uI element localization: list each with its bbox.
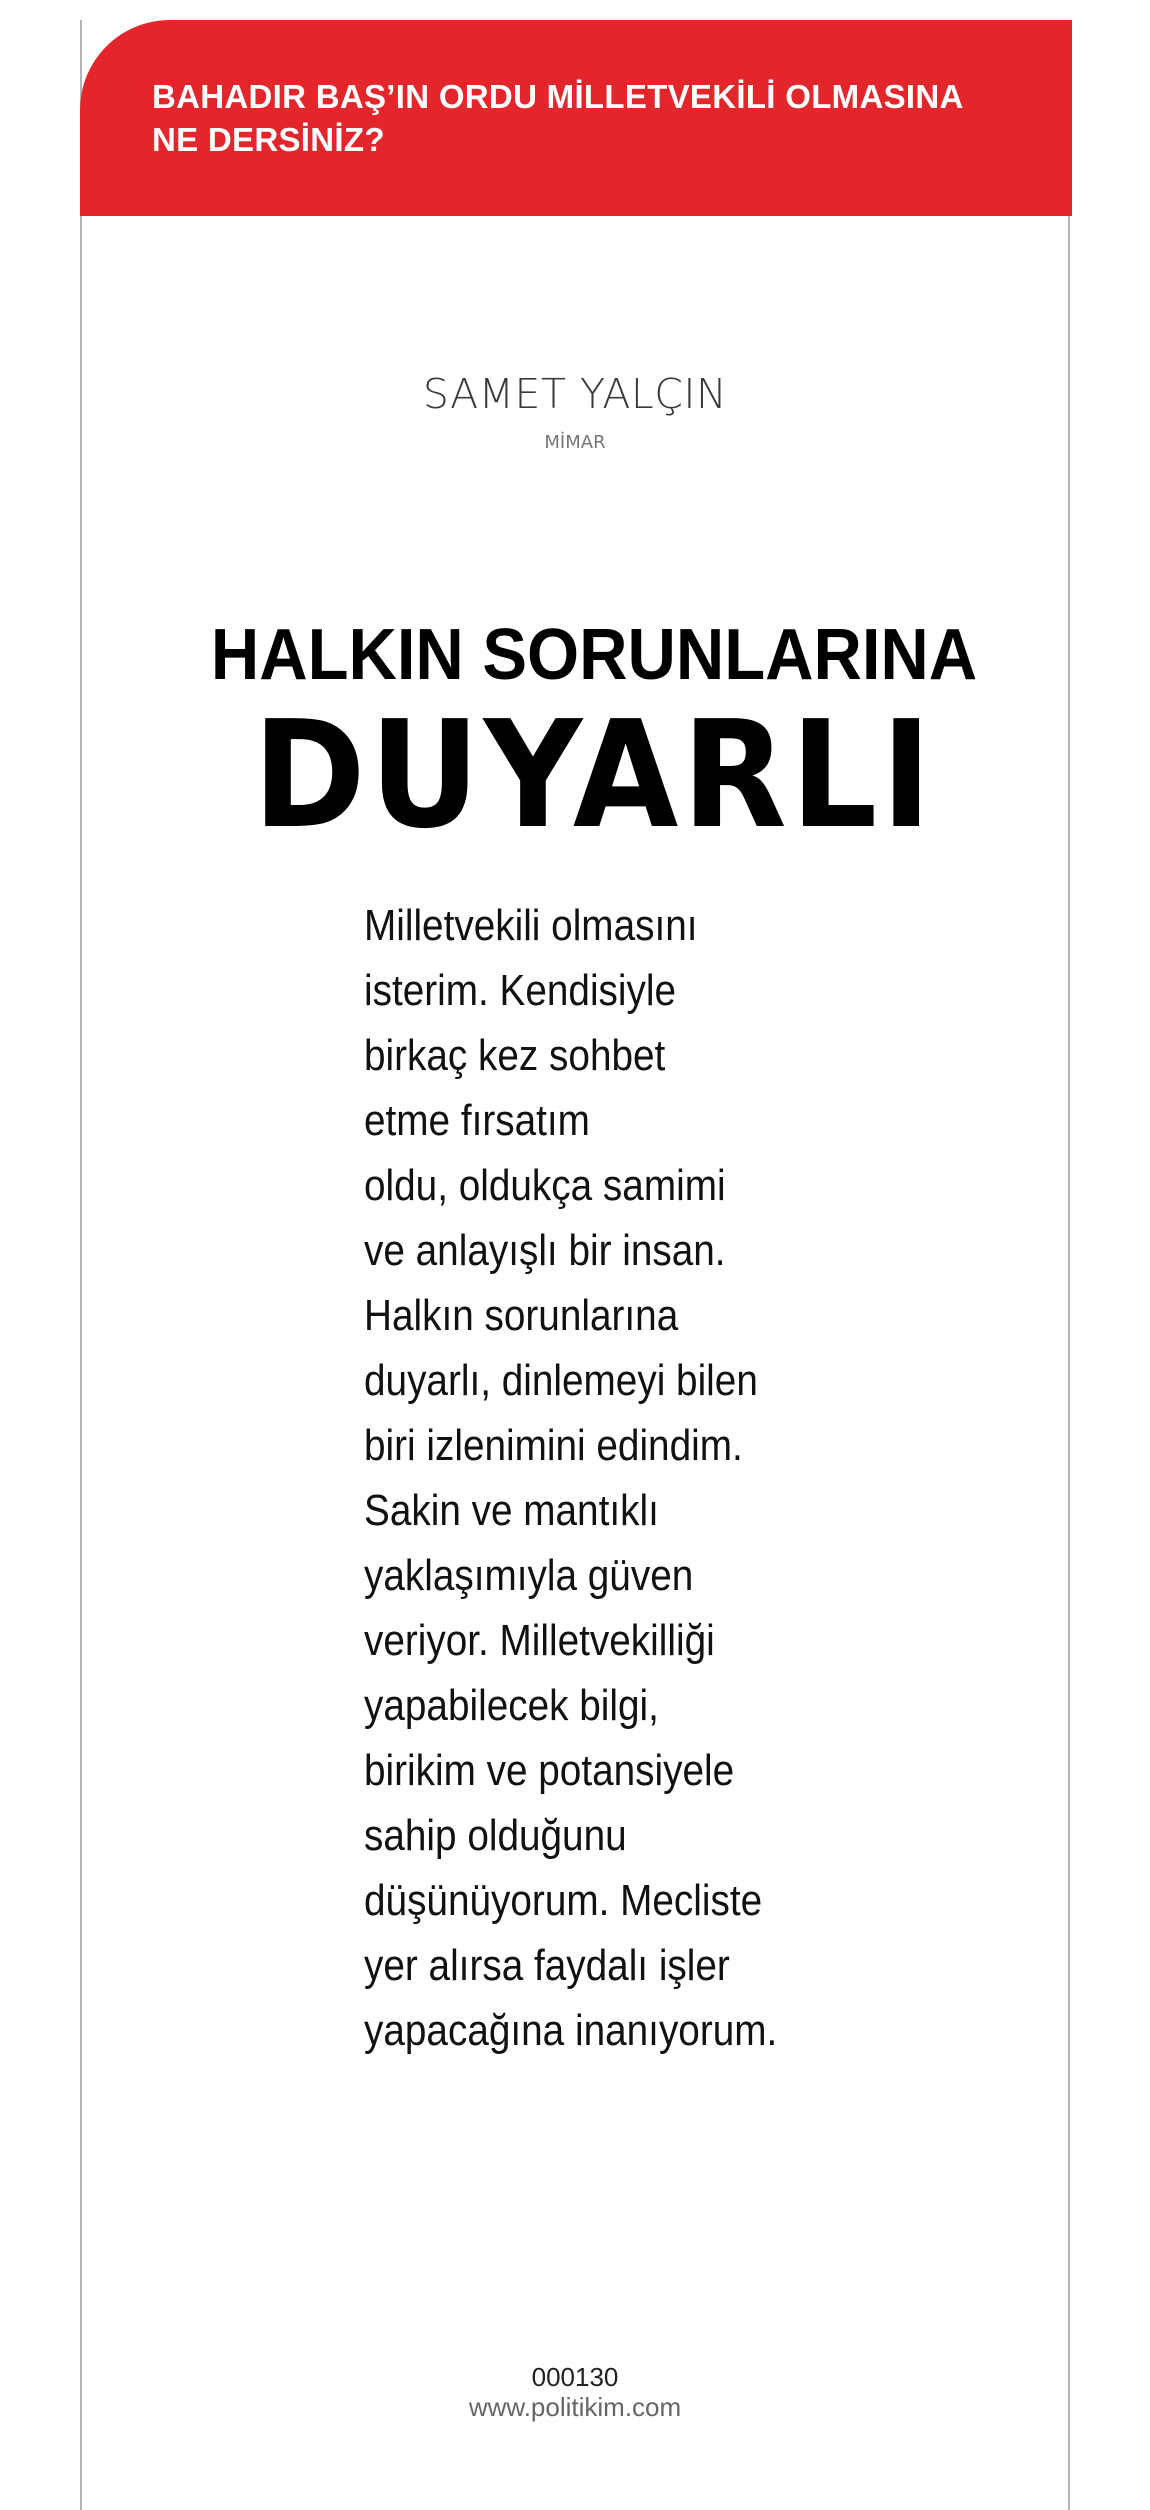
statement-line: biri izlenimini edindim. [364, 1421, 743, 1470]
statement-line: Halkın sorunlarına [364, 1291, 679, 1340]
statement-line: yaklaşımıyla güven [364, 1551, 694, 1600]
statement-line: birikim ve potansiyele [364, 1746, 735, 1795]
statement-line: isterim. Kendisiyle [364, 966, 677, 1015]
author-name: SAMET YALÇIN [422, 370, 728, 418]
footer-code: 000130 [531, 2362, 619, 2392]
headline-line-1: HALKIN SORUNLARINA [210, 615, 978, 695]
statement-line: birkaç kez sohbet [364, 1031, 666, 1080]
question-banner [80, 20, 1072, 216]
statement-line: veriyor. Milletvekilliği [364, 1616, 715, 1665]
statement-line: yapabilecek bilgi, [364, 1681, 659, 1730]
statement-line: yer alırsa faydalı işler [364, 1941, 730, 1990]
statement-line: ve anlayışlı bir insan. [364, 1226, 726, 1275]
statement-text [364, 893, 884, 2063]
statement-line: yapacağına inanıyorum. [364, 2006, 778, 2055]
statement-line: duyarlı, dinlemeyi bilen [364, 1356, 758, 1405]
statement-line: etme fırsatım [364, 1096, 590, 1145]
footer-url[interactable]: www.politikim.com [468, 2392, 682, 2422]
banner-title-line-2: NE DERSİNİZ? [152, 121, 385, 158]
statement-line: Milletvekili olmasını [364, 901, 698, 950]
banner-title [152, 75, 1052, 161]
statement-line: sahip olduğunu [364, 1811, 627, 1860]
author-profession: MİMAR [544, 432, 606, 453]
headline-line-2: DUYARLI [252, 689, 936, 861]
statement-line: oldu, oldukça samimi [364, 1161, 726, 1210]
statement-line: düşünüyorum. Mecliste [364, 1876, 763, 1925]
statement-line: Sakin ve mantıklı [364, 1486, 659, 1535]
banner-title-line-1: BAHADIR BAŞ’IN ORDU MİLLETVEKİLİ OLMASINA [152, 78, 964, 115]
